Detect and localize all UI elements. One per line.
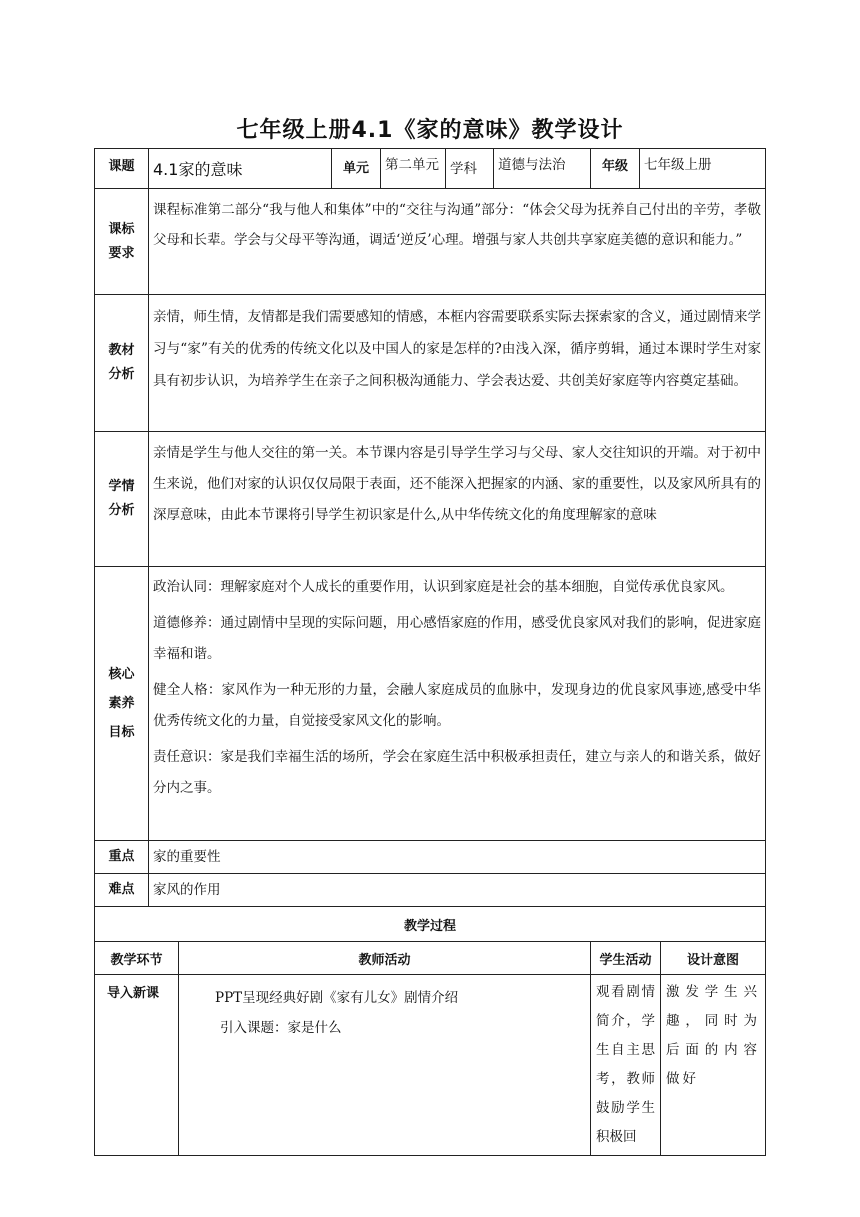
- goals-text: [149, 567, 766, 841]
- design-intent-cell: 激发学生兴趣，同时为后面的内容做好: [661, 975, 766, 1156]
- col-stage: 教学环节: [95, 942, 179, 975]
- goal-political: 政治认同：理解家庭对个人成长的重要作用，认识到家庭是社会的基本细胞，自觉传承优良家风。: [153, 579, 734, 595]
- standard-label: 课标 要求: [95, 189, 149, 295]
- difficulty-text: 家风的作用: [149, 874, 766, 907]
- material-row: [95, 295, 766, 432]
- grade-label: 年级: [591, 149, 640, 189]
- goal-moral: 道德修养：通过剧情中呈现的实际问题，用心感悟家庭的作用，感受优良家风对我们的影响，促进家庭幸福和谐。: [153, 614, 762, 662]
- col-intent: 设计意图: [661, 942, 766, 975]
- goal-personality: 健全人格：家风作为一种无形的力量，会融人家庭成员的血脉中，发现身边的优良家风事迹,感受中华优秀传统文化的力量，自觉接受家风文化的影响。: [153, 681, 762, 729]
- process-row: [95, 975, 766, 1156]
- material-text: 亲情，师生情，友情都是我们需要感知的情感，本框内容需要联系实际去探索家的含义，通过剧情来学习与“家”有关的优秀的传统文化以及中国人的家是怎样的?由浅入深，循序剪辑，通过本课时学生对家具有初步认识，为培养学生在亲子之间积极沟通能力、学会表达爱、共创美好家庭等内容奠定基础。: [149, 295, 766, 432]
- topic-value: 4.1家的意味: [149, 149, 332, 189]
- standard-text: 课程标准第二部分“我与他人和集体”中的“交往与沟通”部分：“体会父母为抚养自己付出的辛劳，孝敬父母和长辈。学会与父母平等沟通，调适‘逆反’心理。增强与家人共创共享家庭美德的意识和能力。”: [149, 189, 766, 295]
- students-row: [95, 432, 766, 567]
- difficulty-row: [95, 874, 766, 907]
- student-activity-cell: 观看剧情简介，学生自主思考，教师鼓励学生积极回: [591, 975, 661, 1156]
- document-title: 七年级上册4.1《家的意味》教学设计: [236, 118, 624, 143]
- header-row: [95, 149, 766, 189]
- process-header-row: [95, 942, 766, 975]
- difficulty-label: 难点: [95, 874, 149, 907]
- standard-row: [95, 189, 766, 295]
- process-title-row: [95, 907, 766, 942]
- teacher-activity-cell: PPT呈现经典好剧《家有儿女》剧情介绍 引入课题：家是什么: [179, 975, 591, 1156]
- col-student: 学生活动: [591, 942, 661, 975]
- key-point-text: 家的重要性: [149, 841, 766, 874]
- unit-label: 单元: [332, 149, 381, 189]
- process-title: 教学过程: [95, 907, 766, 942]
- grade-value: 七年级上册: [640, 149, 766, 189]
- key-point-label: 重点: [95, 841, 149, 874]
- subject-value: 道德与法治: [494, 149, 591, 189]
- lesson-plan-table: [94, 148, 766, 1156]
- subject-label: 学科: [446, 149, 494, 189]
- unit-value: 第二单元: [381, 149, 446, 189]
- goals-label: 核心 素养 目标: [95, 567, 149, 841]
- topic-label: 课题: [95, 149, 149, 189]
- stage-cell: 导入新课: [95, 975, 179, 1156]
- material-label: 教材 分析: [95, 295, 149, 432]
- students-label: 学情 分析: [95, 432, 149, 567]
- students-text: 亲情是学生与他人交往的第一关。本节课内容是引导学生学习与父母、家人交往知识的开端。对于初中生来说，他们对家的认识仅仅局限于表面，还不能深入把握家的内涵、家的重要性，以及家风所具有的深厚意味，由此本节课将引导学生初识家是什么,从中华传统文化的角度理解家的意味: [149, 432, 766, 567]
- goal-responsibility: 责任意识：家是我们幸福生活的场所，学会在家庭生活中积极承担责任，建立与亲人的和谐关系，做好分内之事。: [153, 748, 762, 796]
- col-teacher: 教师活动: [179, 942, 591, 975]
- key-point-row: [95, 841, 766, 874]
- goals-row: [95, 567, 766, 841]
